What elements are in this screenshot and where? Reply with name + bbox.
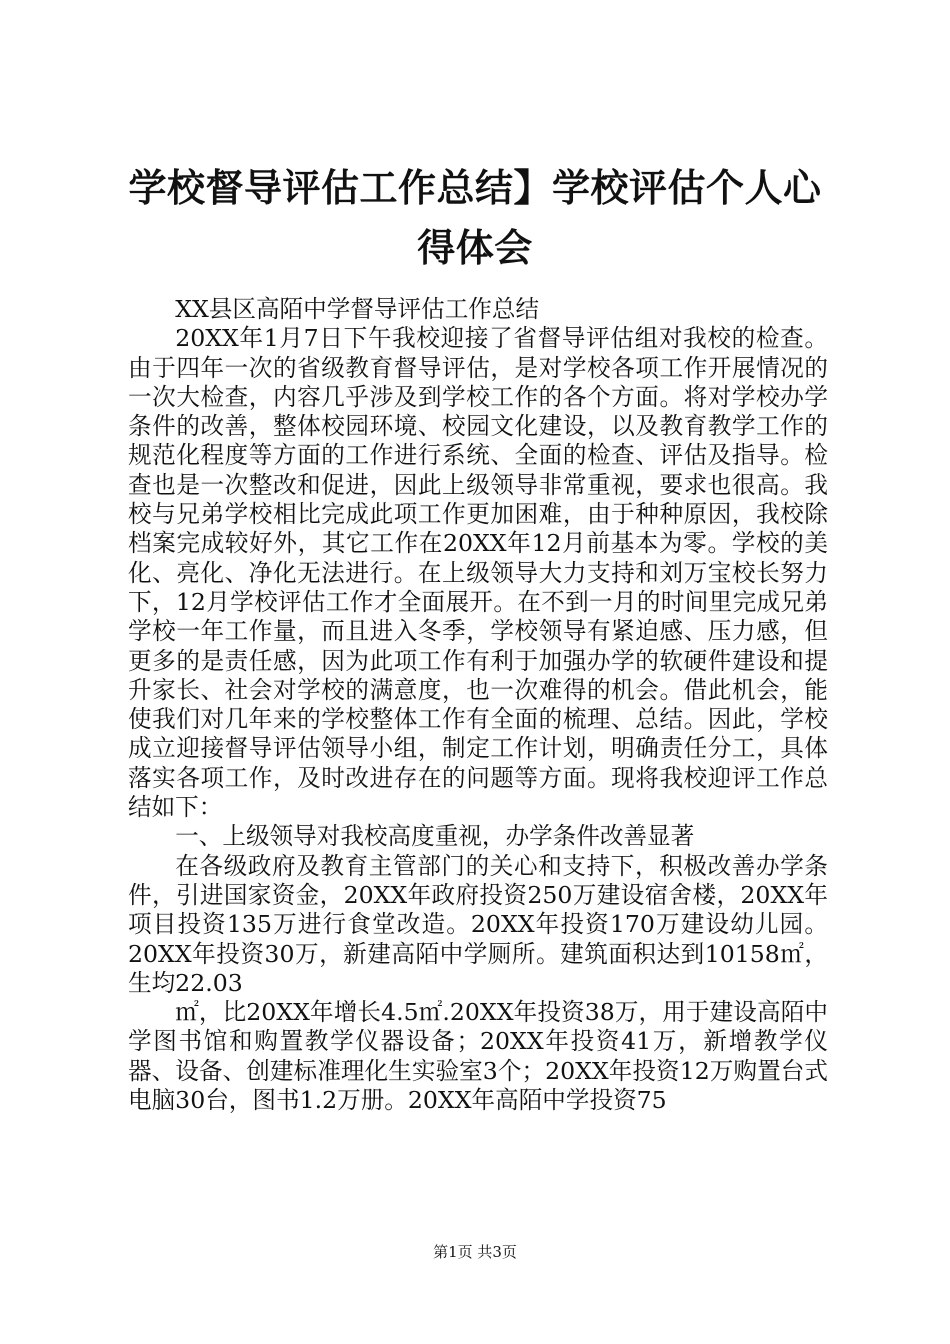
intro-paragraph: 20XX年1月7日下午我校迎接了省督导评估组对我校的检查。由于四年一次的省级教育督导评估，是对学校各项工作开展情况的一次大检查，内容几乎涉及到学校工作的各个方面。将对学校办学条件的改善，整体校园环境、校园文化建设，以及教育教学工作的规范化程度等方面的工作进行系统、全面的检查、评估及指导。检查也是一次整改和促进，因此上级领导非常重视，要求也很高。我校与兄弟学校相比完成此项工作更加困难，由于种种原因，我校除档案完成较好外，其它工作在20XX年12月前基本为零。学校的美化、亮化、净化无法进行。在上级领导大力支持和刘万宝校长努力下，12月学校评估工作才全面展开。在不到一月的时间里完成兄弟学校一年工作量，而且进入冬季，学校领导有紧迫感、压力感，但更多的是责任感，因为此项工作有利于加强办学的软硬件建设和提升家长、社会对学校的满意度，也一次难得的机会。借此机会，能使我们对几年来的学校整体工作有全面的梳理、总结。因此，学校成立迎接督导评估领导小组，制定工作计划，明确责任分工，具体落实各项工作，及时改进存在的问题等方面。现将我校迎评工作总结如下： bbox=[128, 324, 828, 822]
document-body bbox=[128, 295, 828, 1115]
document-title: 学校督导评估工作总结】学校评估个人心得体会 bbox=[128, 166, 822, 270]
page-footer: 第1页 共3页 bbox=[433, 1243, 517, 1261]
body-paragraph: 在各级政府及教育主管部门的关心和支持下，积极改善办学条件，引进国家资金，20XX年政府投资250万建设宿舍楼，20XX年项目投资135万进行食堂改造。20XX年投资170万建设幼儿园。20XX年投资30万，新建高陌中学厕所。建筑面积达到10158㎡，生均22.03 bbox=[128, 851, 828, 997]
subtitle-paragraph: XX县区高陌中学督导评估工作总结 bbox=[175, 295, 540, 323]
body-paragraph: ㎡，比20XX年增长4.5㎡.20XX年投资38万，用于建设高陌中学图书馆和购置教学仪器设备；20XX年投资41万，新增教学仪器、设备、创建标准理化生实验室3个；20XX年投资12万购置台式电脑30台，图书1.2万册。20XX年高陌中学投资75 bbox=[128, 998, 828, 1115]
section-heading: 一、上级领导对我校高度重视，办学条件改善显著 bbox=[175, 822, 695, 851]
